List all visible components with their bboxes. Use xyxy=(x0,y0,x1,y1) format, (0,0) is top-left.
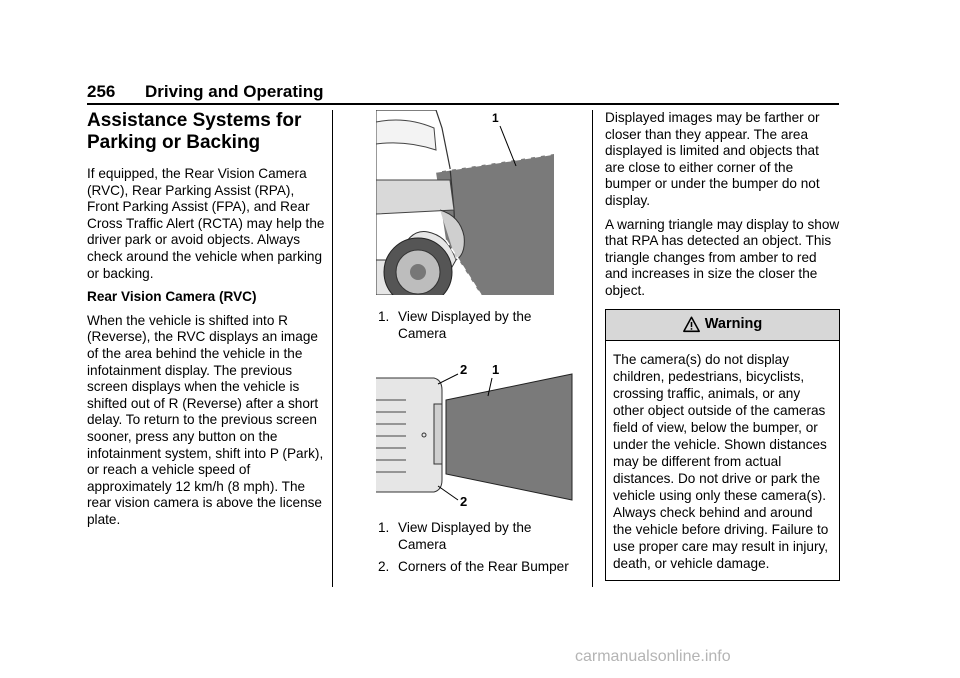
figure2-callout-2-bottom: 2 xyxy=(460,494,468,509)
figure1-captions xyxy=(376,309,582,342)
warning-triangle-paragraph: A warning triangle may display to show that RPA has detected an object. This triangle changes from amber to red and increases in size the closer the object. xyxy=(605,216,840,298)
page-header xyxy=(87,82,839,104)
display-limits-paragraph: Displayed images may be farther or closer than they appear. The area displayed is limited and objects that are close to either corner of the bumper or under the bumper do not display. xyxy=(605,110,820,208)
rvc-subheading: Rear Vision Camera (RVC) xyxy=(87,289,257,305)
column-left xyxy=(87,110,325,535)
rear-camera-top-view-illustration xyxy=(376,362,582,508)
page-number: 256 xyxy=(87,82,116,101)
caption-item: 1. View Displayed by the Camera xyxy=(378,520,532,552)
column-divider xyxy=(592,110,593,587)
warning-body: The camera(s) do not display children, pedestrians, bicyclists, crossing traffic, animals, or any other object outside of the cameras field of view, below the bumper, or under the vehicle. Shown distances may be different from actual distances. Do not drive or park the vehicle using only these camera(s). Always check behind and around the vehicle before driving. Failure to use proper care may result in injury, death, or vehicle damage. xyxy=(613,351,829,571)
figure2-callout-1: 1 xyxy=(492,362,500,378)
intro-paragraph: If equipped, the Rear Vision Camera (RVC), Rear Parking Assist (RPA), Front Parking Assist (FPA), and Rear Cross Traffic Alert (RCTA) may help the driver park or avoid objects. Always check around the vehicle when parking or backing. xyxy=(87,166,325,281)
warning-triangle-icon xyxy=(683,316,700,333)
figure2-captions xyxy=(376,520,582,576)
rear-camera-side-view-illustration xyxy=(376,110,554,295)
section-heading: Assistance Systems for Parking or Backing xyxy=(87,110,302,153)
rvc-paragraph: When the vehicle is shifted into R (Reverse), the RVC displays an image of the area behind the vehicle in the infotainment display. The previous screen displays when the vehicle is shifted out of R (Reverse) after a short delay. To return to the previous screen sooner, press any button on the infotainment system, shift into P (Park), or reach a vehicle speed of approximately 12 km/h (8 mph). The rear vision camera is above the license plate. xyxy=(87,312,324,527)
warning-title: Warning xyxy=(704,316,763,333)
figure2-callout-2-top: 2 xyxy=(460,362,468,378)
caption-item: 2. Corners of the Rear Bumper xyxy=(378,559,569,575)
warning-box xyxy=(605,309,840,581)
column-middle xyxy=(376,110,582,582)
figure1-callout-1: 1 xyxy=(492,111,499,125)
column-right xyxy=(605,110,840,581)
warning-header xyxy=(606,310,839,341)
watermark: carmanualsonline.info xyxy=(575,648,731,665)
section-title: Driving and Operating xyxy=(145,82,324,101)
caption-item: 1. View Displayed by the Camera xyxy=(378,309,532,341)
column-divider xyxy=(332,110,333,587)
header-rule xyxy=(87,103,839,105)
